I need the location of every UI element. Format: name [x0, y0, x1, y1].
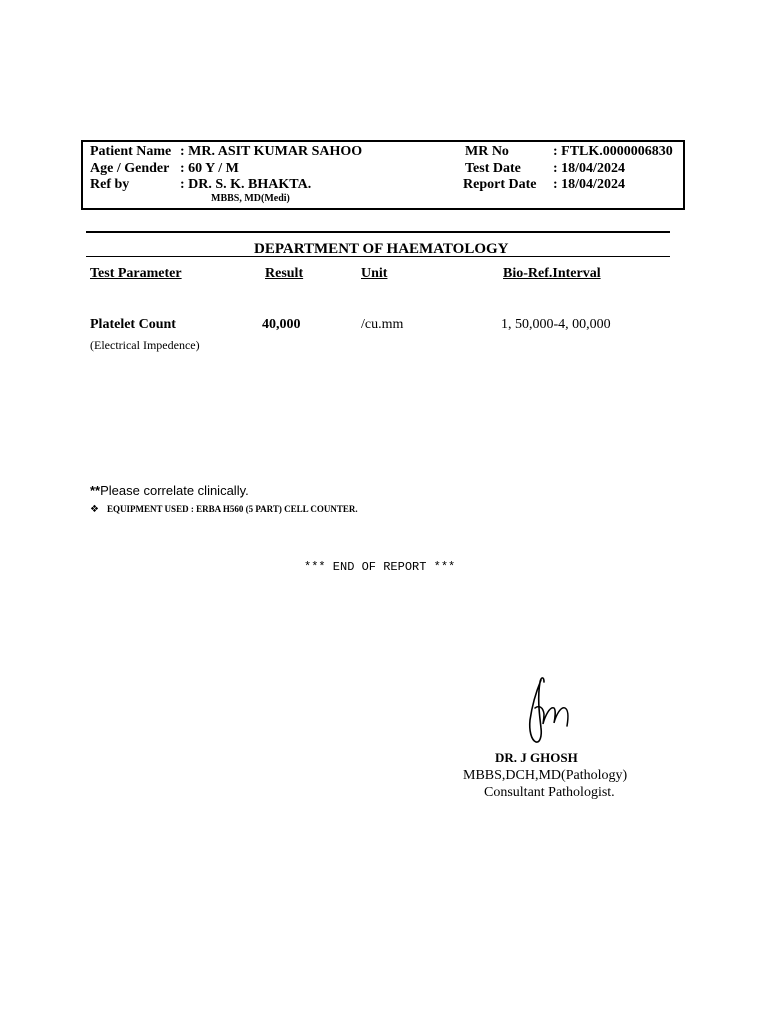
test-unit: /cu.mm [361, 317, 404, 332]
signatory-designation: Consultant Pathologist. [484, 785, 615, 800]
age-gender-value: : 60 Y / M [180, 161, 239, 176]
age-gender-label: Age / Gender [90, 161, 170, 176]
equipment-line [90, 504, 358, 515]
signatory-qualification: MBBS,DCH,MD(Pathology) [463, 768, 628, 783]
end-of-report: *** END OF REPORT *** [304, 560, 456, 574]
column-header-interval: Bio-Ref.Interval [503, 266, 601, 281]
test-method: (Electrical Impedence) [90, 338, 200, 352]
report-date-value: : 18/04/2024 [553, 177, 625, 192]
test-reference-interval: 1, 50,000-4, 00,000 [501, 317, 611, 332]
correlate-note [90, 483, 249, 498]
ref-by-value: : DR. S. K. BHAKTA. [180, 177, 312, 192]
patient-name-label: Patient Name [90, 144, 172, 159]
test-result-value: 40,000 [262, 317, 301, 332]
ref-doctor-qualification: MBBS, MD(Medi) [211, 193, 290, 204]
mr-no-value: : FTLK.0000006830 [553, 144, 673, 159]
department-top-rule [86, 231, 670, 233]
report-date-label: Report Date [463, 177, 537, 192]
column-header-result: Result [265, 266, 304, 281]
test-parameter-name: Platelet Count [90, 317, 176, 332]
department-title: DEPARTMENT OF HAEMATOLOGY [254, 241, 509, 257]
test-date-label: Test Date [465, 161, 521, 176]
patient-name-value: : MR. ASIT KUMAR SAHOO [180, 144, 363, 159]
signatory-name: DR. J GHOSH [495, 750, 578, 765]
department-bottom-rule [86, 256, 670, 257]
column-header-unit: Unit [361, 266, 388, 281]
correlate-text: Please correlate clinically. [100, 483, 249, 498]
correlate-prefix: ** [90, 483, 101, 498]
column-header-parameter: Test Parameter [90, 266, 182, 281]
ref-by-label: Ref by [90, 177, 130, 192]
equipment-text: EQUIPMENT USED : ERBA H560 (5 PART) CELL COUNTER. [106, 504, 358, 514]
diamond-bullet-icon: ❖ [90, 504, 99, 515]
signature-scribble [522, 674, 576, 746]
test-date-value: : 18/04/2024 [553, 161, 625, 176]
mr-no-label: MR No [465, 144, 509, 159]
